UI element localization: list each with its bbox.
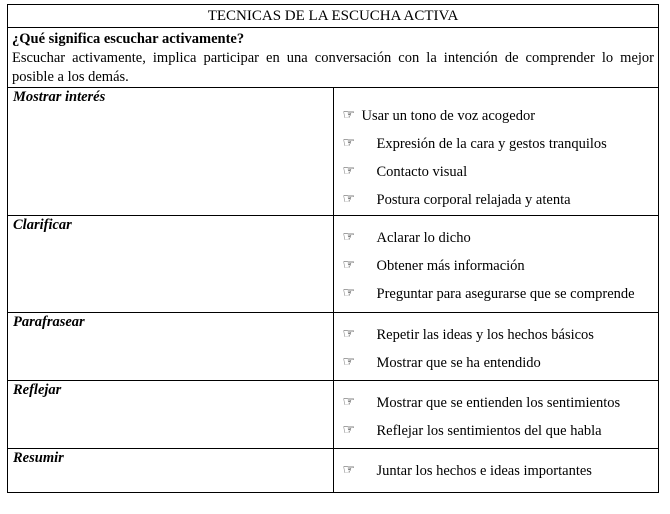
category-label: Parafrasear xyxy=(8,313,334,381)
list-item xyxy=(334,457,659,485)
list-item-text: Mostrar que se ha entendido xyxy=(376,355,541,371)
pointing-hand-icon: ☞ xyxy=(342,463,356,478)
definition-question: ¿Qué significa escuchar activamente? xyxy=(12,31,245,47)
technique-items xyxy=(333,88,659,216)
definition-answer: Escuchar activamente, implica participar en una conversación con la intención de comprender lo mejor posible a los demás. xyxy=(12,50,654,85)
list-item-text: Aclarar lo dicho xyxy=(376,230,471,246)
technique-items xyxy=(333,313,659,381)
table-row xyxy=(8,313,659,381)
pointing-hand-icon: ☞ xyxy=(342,395,356,410)
pointing-hand-icon: ☞ xyxy=(342,136,356,151)
list-item-text: Juntar los hechos e ideas importantes xyxy=(376,463,592,479)
technique-items xyxy=(333,449,659,493)
category-label: Clarificar xyxy=(8,216,334,313)
list-item-text: Preguntar para asegurarse que se comprende xyxy=(376,286,635,302)
definition-cell xyxy=(8,28,659,88)
list-item-text: Repetir las ideas y los hechos básicos xyxy=(376,327,594,343)
list-item-text: Expresión de la cara y gestos tranquilos xyxy=(376,136,607,152)
pointing-hand-icon: ☞ xyxy=(342,192,356,207)
list-item xyxy=(334,130,659,158)
pointing-hand-icon: ☞ xyxy=(342,164,356,179)
pointing-hand-icon: ☞ xyxy=(342,258,356,273)
pointing-hand-icon: ☞ xyxy=(342,230,356,245)
category-label: Resumir xyxy=(8,449,334,493)
list-item-text: Postura corporal relajada y atenta xyxy=(376,192,571,208)
list-item xyxy=(334,321,659,349)
table-row xyxy=(8,88,659,216)
list-item xyxy=(334,186,659,214)
list-item xyxy=(334,349,659,377)
pointing-hand-icon: ☞ xyxy=(342,327,356,342)
category-label: Mostrar interés xyxy=(8,88,334,216)
technique-items xyxy=(333,381,659,449)
category-label: Reflejar xyxy=(8,381,334,449)
pointing-hand-icon: ☞ xyxy=(342,355,356,370)
pointing-hand-icon: ☞ xyxy=(342,423,356,438)
table-row xyxy=(8,381,659,449)
list-item-text: Reflejar los sentimientos del que habla xyxy=(376,423,602,439)
list-item-text: Obtener más información xyxy=(376,258,525,274)
list-item xyxy=(334,280,659,308)
pointing-hand-icon: ☞ xyxy=(342,286,356,301)
list-item xyxy=(334,102,659,130)
list-item-text: Mostrar que se entienden los sentimientos xyxy=(376,395,621,411)
list-item xyxy=(334,224,659,252)
list-item xyxy=(334,158,659,186)
list-item-text: Usar un tono de voz acogedor xyxy=(361,108,536,124)
table-row xyxy=(8,216,659,313)
list-item-text: Contacto visual xyxy=(376,164,468,180)
active-listening-table xyxy=(7,4,659,493)
pointing-hand-icon: ☞ xyxy=(342,108,356,123)
table-title: TECNICAS DE LA ESCUCHA ACTIVA xyxy=(8,5,659,28)
list-item xyxy=(334,417,659,445)
list-item xyxy=(334,389,659,417)
table-row xyxy=(8,449,659,493)
list-item xyxy=(334,252,659,280)
technique-items xyxy=(333,216,659,313)
